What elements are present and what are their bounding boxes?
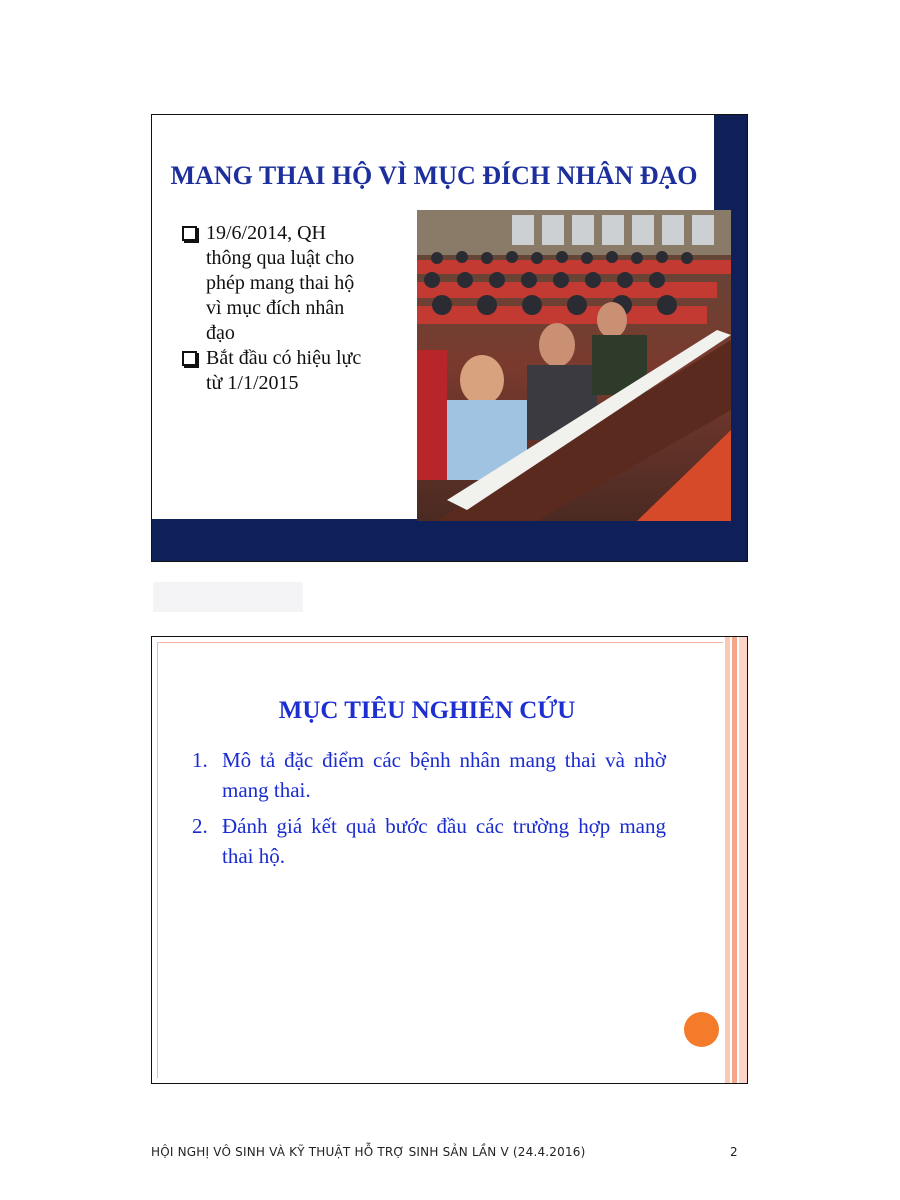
bullet-item: 19/6/2014, QH thông qua luật cho phép mang thai hộ vì mục đích nhân đạo [180, 221, 408, 346]
orange-dot-icon [684, 1012, 719, 1047]
checkbox-bullet-icon [182, 226, 197, 241]
slide-1-bottom-bar [152, 519, 747, 561]
checkbox-bullet-icon [182, 351, 197, 366]
page-footer: HỘI NGHỊ VÔ SINH VÀ KỸ THUẬT HỖ TRỢ SINH SẢN LẦN V (24.4.2016) [151, 1145, 586, 1159]
slide-1-title: MANG THAI HỘ VÌ MỤC ĐÍCH NHÂN ĐẠO [170, 161, 698, 190]
bullet-item: Bắt đầu có hiệu lực từ 1/1/2015 [180, 346, 408, 396]
page-number: 2 [730, 1145, 738, 1159]
slide-2-title: MỤC TIÊU NGHIÊN CỨU [278, 697, 576, 724]
slide-2-decorative-stripes [725, 637, 747, 1083]
slide-1 [151, 114, 748, 562]
objectives-list [192, 745, 666, 877]
national-assembly-session-photo [417, 210, 731, 521]
slide-2 [151, 636, 748, 1084]
faint-artifact [153, 582, 303, 612]
list-item: 2. Đánh giá kết quả bước đầu các trường hợp mang thai hộ. [192, 814, 666, 868]
slide-1-bullet-list [180, 221, 408, 396]
list-item: 1. Mô tả đặc điểm các bệnh nhân mang thai và nhờ mang thai. [192, 748, 666, 802]
